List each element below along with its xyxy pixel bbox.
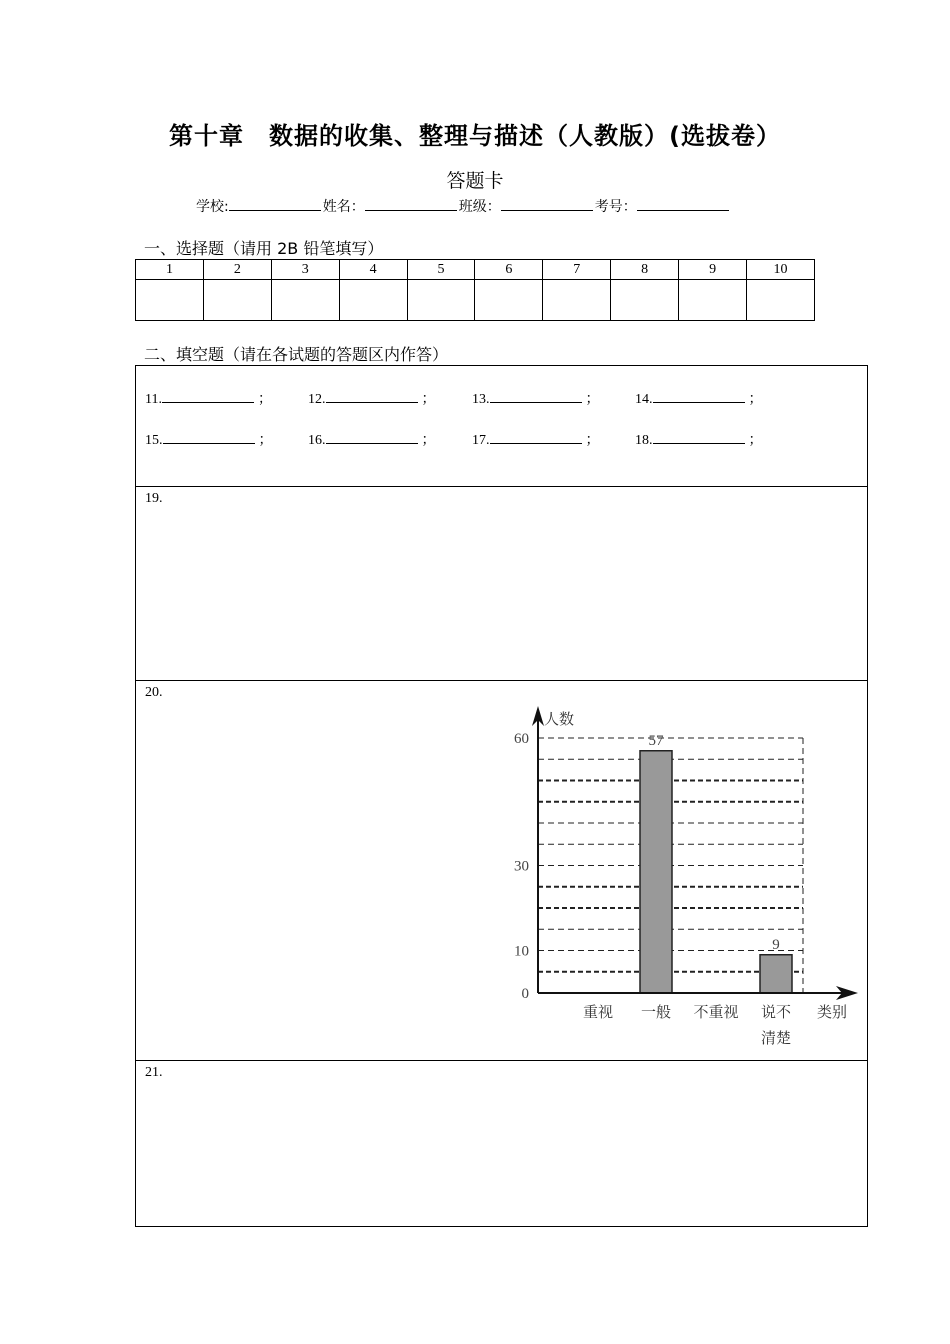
fill-separator: ； bbox=[421, 433, 436, 448]
fill-blank-field[interactable] bbox=[163, 431, 255, 444]
bar-value-label: 9 bbox=[772, 936, 780, 953]
class-field[interactable] bbox=[501, 196, 593, 211]
choice-col-header: 2 bbox=[203, 260, 271, 280]
fill-item-17 bbox=[472, 429, 600, 449]
fill-separator: ； bbox=[258, 433, 273, 448]
student-info-row bbox=[196, 196, 731, 216]
fill-separator: ； bbox=[748, 433, 763, 448]
fill-blank-field[interactable] bbox=[653, 390, 745, 403]
card-title: 答题卡 bbox=[446, 170, 504, 192]
fill-separator: ； bbox=[585, 392, 600, 407]
x-category-label: 清楚 bbox=[760, 1029, 792, 1047]
fill-separator: ； bbox=[748, 392, 763, 407]
section-choice-title: 一、选择题（请用 2B 铅笔填写） bbox=[144, 239, 384, 258]
fill-number: 13. bbox=[472, 392, 490, 407]
y-tick-label: 60 bbox=[514, 731, 529, 747]
bar-4 bbox=[760, 955, 792, 993]
choice-answer-cell[interactable] bbox=[475, 280, 543, 321]
fill-blank-field[interactable] bbox=[326, 390, 418, 403]
fill-blank-field[interactable] bbox=[653, 431, 745, 444]
question-number: 19. bbox=[145, 491, 163, 506]
bar-chart bbox=[500, 700, 870, 1055]
choice-answer-cell[interactable] bbox=[679, 280, 747, 321]
fill-number: 14. bbox=[635, 392, 653, 407]
choice-col-header: 9 bbox=[679, 260, 747, 280]
fill-number: 18. bbox=[635, 433, 653, 448]
choice-header-row bbox=[136, 260, 815, 280]
choice-col-header: 7 bbox=[543, 260, 611, 280]
fill-blank-field[interactable] bbox=[326, 431, 418, 444]
choice-answer-cell[interactable] bbox=[203, 280, 271, 321]
fill-item-15 bbox=[145, 429, 273, 449]
fill-number: 12. bbox=[308, 392, 326, 407]
fill-blank-field[interactable] bbox=[490, 431, 582, 444]
school-field[interactable] bbox=[229, 196, 321, 211]
choice-col-header: 8 bbox=[611, 260, 679, 280]
school-label: 学校: bbox=[196, 199, 229, 215]
fill-separator: ； bbox=[421, 392, 436, 407]
question-number: 20. bbox=[145, 685, 163, 700]
answer-box-21[interactable] bbox=[135, 1060, 868, 1227]
exam-number-label: 考号： bbox=[594, 199, 637, 215]
x-category-label: 不重视 bbox=[693, 1003, 739, 1021]
section-fill-title: 二、填空题（请在各试题的答题区内作答） bbox=[144, 345, 449, 364]
choice-col-header: 4 bbox=[339, 260, 407, 280]
x-category-label: 一般 bbox=[640, 1003, 672, 1021]
page-title: 第十章 数据的收集、整理与描述（人教版）(选拔卷） bbox=[169, 122, 781, 150]
name-field[interactable] bbox=[365, 196, 457, 211]
x-category-label: 说不 bbox=[760, 1003, 792, 1021]
fill-number: 15. bbox=[145, 433, 163, 448]
fill-number: 16. bbox=[308, 433, 326, 448]
choice-col-header: 3 bbox=[271, 260, 339, 280]
y-tick-label: 0 bbox=[521, 986, 529, 1002]
choice-answer-table bbox=[135, 259, 815, 321]
question-number: 21. bbox=[145, 1065, 163, 1080]
exam-number-field[interactable] bbox=[637, 196, 729, 211]
choice-answer-cell[interactable] bbox=[407, 280, 475, 321]
y-axis-label: 人数 bbox=[544, 710, 575, 728]
choice-col-header: 5 bbox=[407, 260, 475, 280]
choice-answer-cell[interactable] bbox=[543, 280, 611, 321]
x-category-label: 重视 bbox=[582, 1003, 614, 1021]
fill-blank-field[interactable] bbox=[162, 390, 254, 403]
bar-2 bbox=[640, 751, 672, 993]
choice-answer-row bbox=[136, 280, 815, 321]
fill-blank-field[interactable] bbox=[490, 390, 582, 403]
fill-item-14 bbox=[635, 388, 763, 408]
name-label: 姓名： bbox=[322, 199, 365, 215]
choice-answer-cell[interactable] bbox=[136, 280, 204, 321]
fill-item-16 bbox=[308, 429, 436, 449]
fill-item-13 bbox=[472, 388, 600, 408]
choice-answer-cell[interactable] bbox=[747, 280, 815, 321]
class-label: 班级： bbox=[458, 199, 501, 215]
fill-number: 17. bbox=[472, 433, 490, 448]
choice-answer-cell[interactable] bbox=[271, 280, 339, 321]
x-axis-label: 类别 bbox=[816, 1003, 848, 1021]
fill-number: 11. bbox=[145, 392, 162, 407]
choice-answer-cell[interactable] bbox=[611, 280, 679, 321]
choice-col-header: 10 bbox=[747, 260, 815, 280]
fill-item-12 bbox=[308, 388, 436, 408]
answer-box-19[interactable] bbox=[135, 486, 868, 681]
choice-col-header: 6 bbox=[475, 260, 543, 280]
choice-answer-cell[interactable] bbox=[339, 280, 407, 321]
fill-separator: ； bbox=[257, 392, 272, 407]
fill-item-18 bbox=[635, 429, 763, 449]
fill-separator: ； bbox=[585, 433, 600, 448]
choice-col-header: 1 bbox=[136, 260, 204, 280]
fill-blank-box bbox=[135, 365, 868, 487]
y-tick-label: 10 bbox=[514, 943, 529, 960]
bar-value-label: 57 bbox=[648, 732, 664, 749]
y-tick-label: 30 bbox=[514, 858, 529, 875]
fill-item-11 bbox=[145, 388, 272, 408]
